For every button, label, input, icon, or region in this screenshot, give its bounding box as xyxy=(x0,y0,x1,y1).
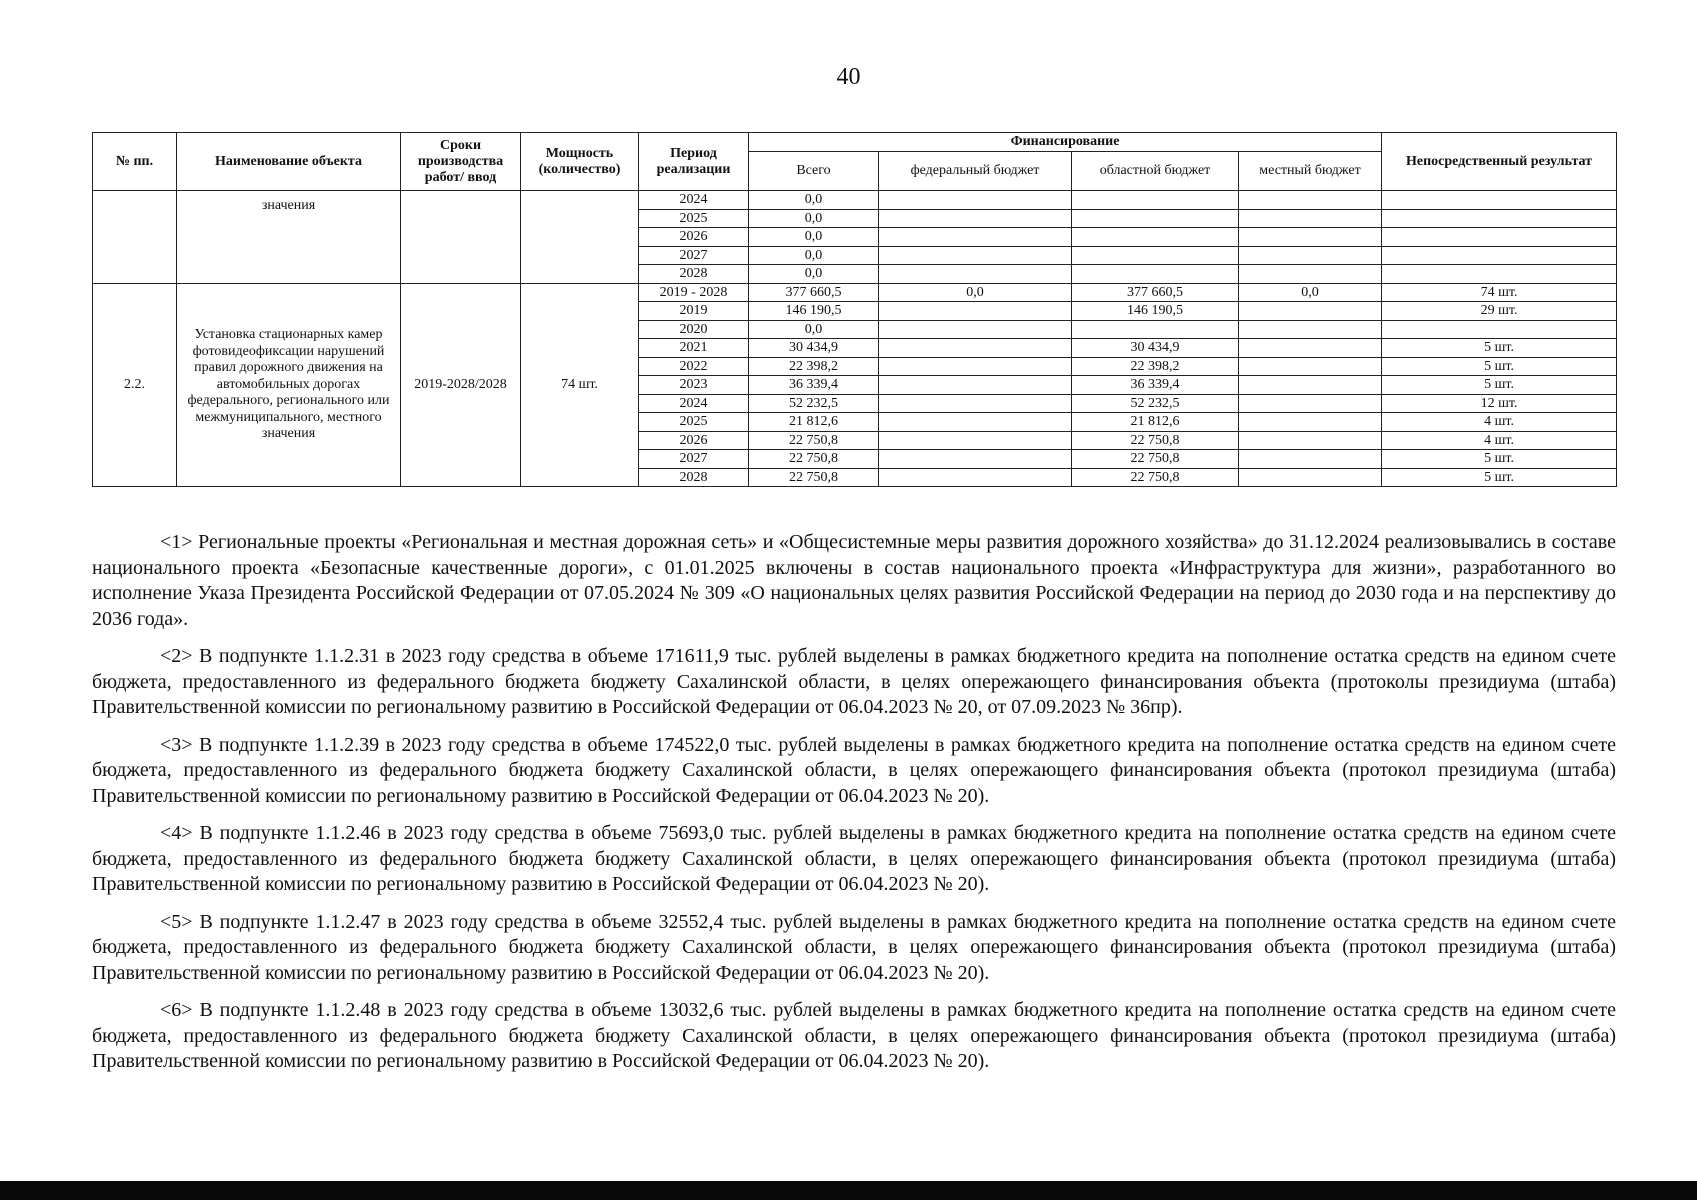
local-cell xyxy=(1239,394,1382,413)
period-cell: 2028 xyxy=(639,265,749,284)
federal-cell xyxy=(879,265,1072,284)
period-cell: 2021 xyxy=(639,339,749,358)
regional-cell: 22 398,2 xyxy=(1072,357,1239,376)
federal-cell: 0,0 xyxy=(879,283,1072,302)
federal-cell xyxy=(879,413,1072,432)
result-cell: 5 шт. xyxy=(1382,376,1617,395)
regional-cell: 22 750,8 xyxy=(1072,431,1239,450)
federal-cell xyxy=(879,246,1072,265)
local-cell xyxy=(1239,339,1382,358)
header-name: Наименование объекта xyxy=(177,133,401,191)
federal-cell xyxy=(879,209,1072,228)
continued-name-cell: значения xyxy=(177,191,401,284)
result-cell xyxy=(1382,246,1617,265)
item-num-cell: 2.2. xyxy=(93,283,177,487)
period-cell: 2022 xyxy=(639,357,749,376)
regional-cell: 377 660,5 xyxy=(1072,283,1239,302)
footnote-5: <5> В подпункте 1.1.2.47 в 2023 году средства в объеме 32552,4 тыс. рублей выделены в рамках бюджетного кредита на пополнение остатка средств на едином счете бюджета, предоставленного из федерального бюджета бюджету Сахалинской области, в целях опережающего финансирования объекта (протокол президиума (штаба) Правительственной комиссии по региональному развитию в Российской Федерации от 06.04.2023 № 20). xyxy=(92,910,1616,984)
federal-cell xyxy=(879,468,1072,487)
federal-cell xyxy=(879,394,1072,413)
federal-cell xyxy=(879,339,1072,358)
period-cell: 2027 xyxy=(639,450,749,469)
continued-capacity-cell xyxy=(521,191,639,284)
federal-cell xyxy=(879,228,1072,247)
footnote-1: <1> Региональные проекты «Региональная и местная дорожная сеть» и «Общесистемные меры развития дорожного хозяйства» до 31.12.2024 реализовывались в составе национального проекта «Безопасные качественные дороги», с 01.01.2025 включены в состав национального проекта «Инфраструктура для жизни», разработанного во исполнение Указа Президента Российской Федерации от 07.05.2024 № 309 «О национальных целях развития Российской Федерации на период до 2030 года и на перспективу до 2036 года». xyxy=(92,531,1616,630)
period-cell: 2026 xyxy=(639,431,749,450)
header-federal: федеральный бюджет xyxy=(879,152,1072,191)
item-terms-cell: 2019-2028/2028 xyxy=(401,283,521,487)
page-number: 40 xyxy=(836,64,861,90)
total-cell: 22 398,2 xyxy=(749,357,879,376)
result-cell: 29 шт. xyxy=(1382,302,1617,321)
total-cell: 30 434,9 xyxy=(749,339,879,358)
total-cell: 0,0 xyxy=(749,228,879,247)
result-cell xyxy=(1382,228,1617,247)
header-local: местный бюджет xyxy=(1239,152,1382,191)
local-cell xyxy=(1239,413,1382,432)
total-cell: 0,0 xyxy=(749,320,879,339)
regional-cell: 52 232,5 xyxy=(1072,394,1239,413)
header-period: Период реализации xyxy=(639,133,749,191)
total-cell: 146 190,5 xyxy=(749,302,879,321)
period-cell: 2028 xyxy=(639,468,749,487)
header-capacity: Мощность (количество) xyxy=(521,133,639,191)
federal-cell xyxy=(879,302,1072,321)
local-cell xyxy=(1239,376,1382,395)
header-terms: Сроки производства работ/ ввод xyxy=(401,133,521,191)
result-cell: 4 шт. xyxy=(1382,431,1617,450)
local-cell xyxy=(1239,431,1382,450)
local-cell: 0,0 xyxy=(1239,283,1382,302)
local-cell xyxy=(1239,320,1382,339)
result-cell xyxy=(1382,265,1617,284)
continued-terms-cell xyxy=(401,191,521,284)
regional-cell xyxy=(1072,191,1239,210)
result-cell: 5 шт. xyxy=(1382,450,1617,469)
regional-cell: 30 434,9 xyxy=(1072,339,1239,358)
period-cell: 2025 xyxy=(639,209,749,228)
footnote-3: <3> В подпункте 1.1.2.39 в 2023 году средства в объеме 174522,0 тыс. рублей выделены в рамках бюджетного кредита на пополнение остатка средств на едином счете бюджета, предоставленного из федерального бюджета бюджету Сахалинской области, в целях опережающего финансирования объекта (протокол президиума (штаба) Правительственной комиссии по региональному развитию в Российской Федерации от 06.04.2023 № 20). xyxy=(92,733,1616,807)
total-cell: 0,0 xyxy=(749,191,879,210)
result-cell: 5 шт. xyxy=(1382,357,1617,376)
period-cell: 2024 xyxy=(639,191,749,210)
federal-cell xyxy=(879,357,1072,376)
footnote-6: <6> В подпункте 1.1.2.48 в 2023 году средства в объеме 13032,6 тыс. рублей выделены в рамках бюджетного кредита на пополнение остатка средств на едином счете бюджета, предоставленного из федерального бюджета бюджету Сахалинской области, в целях опережающего финансирования объекта (протокол президиума (штаба) Правительственной комиссии по региональному развитию в Российской Федерации от 06.04.2023 № 20). xyxy=(92,999,1616,1072)
regional-cell xyxy=(1072,209,1239,228)
regional-cell xyxy=(1072,265,1239,284)
local-cell xyxy=(1239,357,1382,376)
total-cell: 36 339,4 xyxy=(749,376,879,395)
regional-cell xyxy=(1072,246,1239,265)
period-cell: 2027 xyxy=(639,246,749,265)
result-cell: 74 шт. xyxy=(1382,283,1617,302)
federal-cell xyxy=(879,431,1072,450)
table-row xyxy=(93,283,1617,302)
federal-cell xyxy=(879,376,1072,395)
period-cell: 2020 xyxy=(639,320,749,339)
regional-cell: 21 812,6 xyxy=(1072,413,1239,432)
total-cell: 0,0 xyxy=(749,246,879,265)
total-cell: 21 812,6 xyxy=(749,413,879,432)
period-cell: 2019 xyxy=(639,302,749,321)
total-cell: 22 750,8 xyxy=(749,450,879,469)
footnote-4: <4> В подпункте 1.1.2.46 в 2023 году средства в объеме 75693,0 тыс. рублей выделены в рамках бюджетного кредита на пополнение остатка средств на едином счете бюджета, предоставленного из федерального бюджета бюджету Сахалинской области, в целях опережающего финансирования объекта (протокол президиума (штаба) Правительственной комиссии по региональному развитию в Российской Федерации от 06.04.2023 № 20). xyxy=(92,822,1616,895)
result-cell xyxy=(1382,209,1617,228)
local-cell xyxy=(1239,191,1382,210)
local-cell xyxy=(1239,450,1382,469)
total-cell: 22 750,8 xyxy=(749,431,879,450)
total-cell: 52 232,5 xyxy=(749,394,879,413)
result-cell: 4 шт. xyxy=(1382,413,1617,432)
total-cell: 22 750,8 xyxy=(749,468,879,487)
result-cell xyxy=(1382,320,1617,339)
header-num: № пп. xyxy=(93,133,177,191)
footnotes xyxy=(92,530,1616,1087)
regional-cell: 22 750,8 xyxy=(1072,450,1239,469)
federal-cell xyxy=(879,191,1072,210)
item-capacity-cell: 74 шт. xyxy=(521,283,639,487)
header-result: Непосредственный результат xyxy=(1382,133,1617,191)
item-name-cell: Установка стационарных камер фотовидеофиксации нарушений правил дорожного движения на автомобильных дорогах федерального, регионального или межмуниципального, местного значения xyxy=(177,283,401,487)
result-cell: 12 шт. xyxy=(1382,394,1617,413)
scan-edge-bar xyxy=(0,1181,1697,1200)
local-cell xyxy=(1239,228,1382,247)
federal-cell xyxy=(879,320,1072,339)
local-cell xyxy=(1239,468,1382,487)
header-regional: областной бюджет xyxy=(1072,152,1239,191)
regional-cell: 22 750,8 xyxy=(1072,468,1239,487)
continued-num-cell xyxy=(93,191,177,284)
total-cell: 377 660,5 xyxy=(749,283,879,302)
local-cell xyxy=(1239,209,1382,228)
period-cell: 2024 xyxy=(639,394,749,413)
period-cell: 2025 xyxy=(639,413,749,432)
header-total: Всего xyxy=(749,152,879,191)
regional-cell xyxy=(1072,320,1239,339)
period-cell: 2026 xyxy=(639,228,749,247)
total-cell: 0,0 xyxy=(749,209,879,228)
footnote-2: <2> В подпункте 1.1.2.31 в 2023 году средства в объеме 171611,9 тыс. рублей выделены в рамках бюджетного кредита на пополнение остатка средств на едином счете бюджета, предоставленного из федерального бюджета бюджету Сахалинской области, в целях опережающего финансирования объекта (протоколы президиума (штаба) Правительственной комиссии по региональному развитию в Российской Федерации от 06.04.2023 № 20, от 07.09.2023 № 36пр). xyxy=(92,645,1616,718)
table-row xyxy=(93,191,1617,210)
regional-cell: 36 339,4 xyxy=(1072,376,1239,395)
regional-cell xyxy=(1072,228,1239,247)
result-cell: 5 шт. xyxy=(1382,339,1617,358)
total-cell: 0,0 xyxy=(749,265,879,284)
federal-cell xyxy=(879,450,1072,469)
header-financing: Финансирование xyxy=(749,133,1382,152)
local-cell xyxy=(1239,302,1382,321)
local-cell xyxy=(1239,265,1382,284)
financing-table xyxy=(92,132,1617,487)
regional-cell: 146 190,5 xyxy=(1072,302,1239,321)
local-cell xyxy=(1239,246,1382,265)
result-cell xyxy=(1382,191,1617,210)
result-cell: 5 шт. xyxy=(1382,468,1617,487)
period-cell: 2019 - 2028 xyxy=(639,283,749,302)
period-cell: 2023 xyxy=(639,376,749,395)
